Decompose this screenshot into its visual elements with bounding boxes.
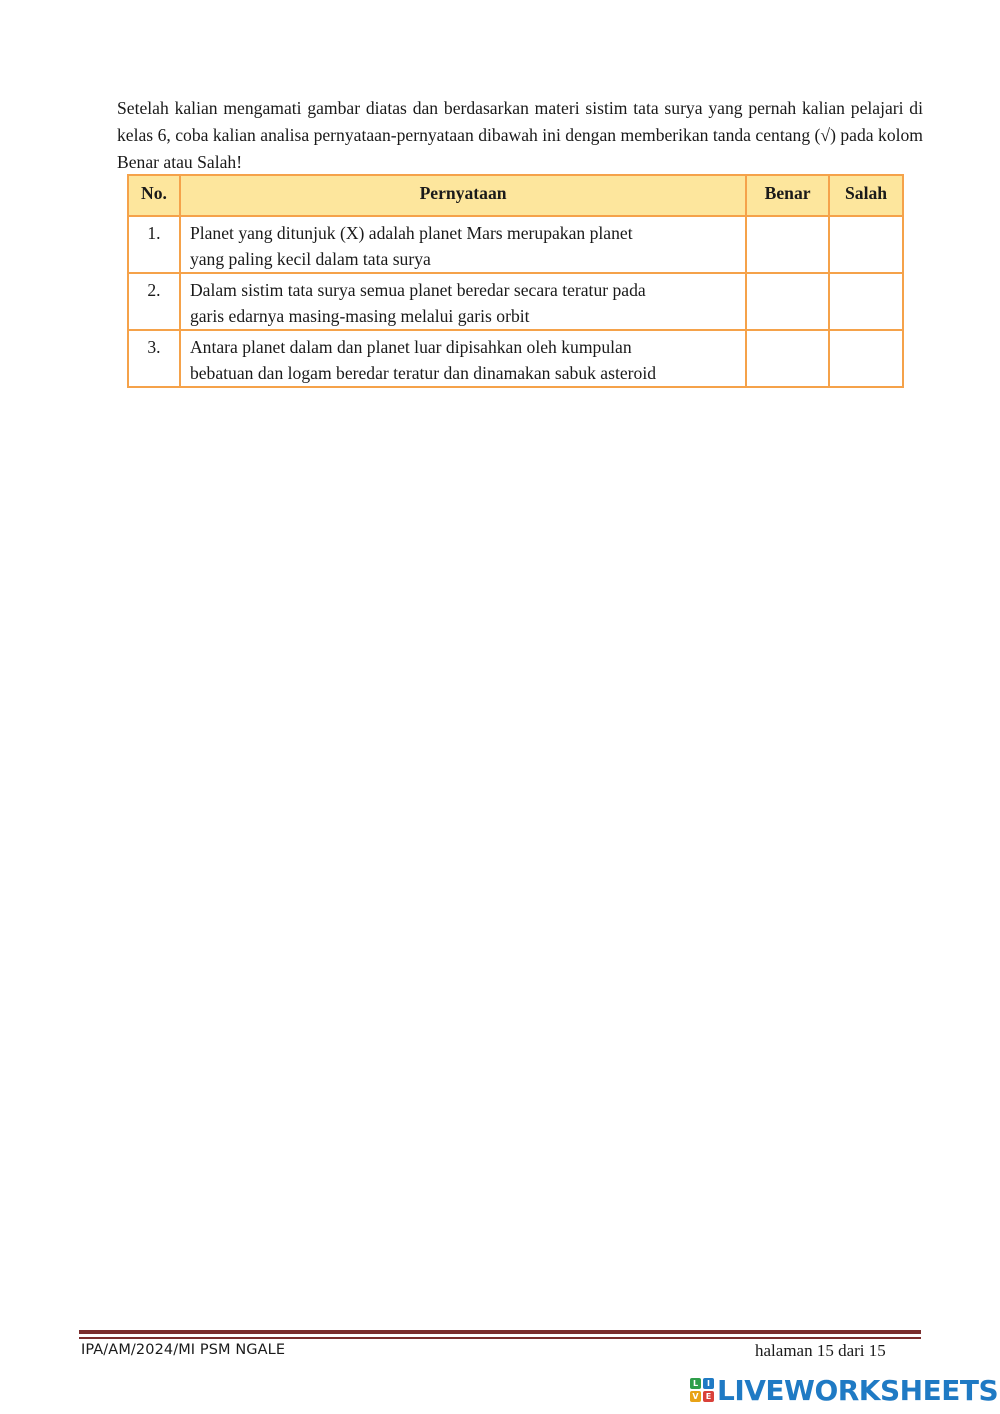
statement-line: Antara planet dalam dan planet luar dipisahkan oleh kumpulan — [189, 337, 632, 357]
table-row — [128, 330, 903, 387]
logo-tile: V — [690, 1391, 701, 1402]
row-number: 3. — [128, 330, 180, 387]
footer-document-code: IPA/AM/2024/MI PSM NGALE — [81, 1342, 286, 1358]
statement-text — [180, 216, 746, 273]
benar-checkbox-cell[interactable] — [746, 216, 829, 273]
table-header-row — [128, 175, 903, 216]
statement-table — [127, 174, 904, 388]
header-statement: Pernyataan — [180, 175, 746, 216]
statement-line: garis edarnya masing-masing melalui garis orbit — [189, 306, 530, 326]
salah-checkbox-cell[interactable] — [829, 273, 903, 330]
instruction-paragraph: Setelah kalian mengamati gambar diatas dan berdasarkan materi sistim tata surya yang pernah kalian pelajari di kelas 6, coba kalian analisa pernyataan-pernyataan dibawah ini dengan memberikan tanda centang (√) pada kolom Benar atau Salah! — [117, 98, 923, 172]
footer-divider-thin — [79, 1337, 921, 1339]
benar-checkbox-cell[interactable] — [746, 330, 829, 387]
statement-line: yang paling kecil dalam tata surya — [189, 249, 431, 269]
statement-line: Dalam sistim tata surya semua planet beredar secara teratur pada — [189, 280, 646, 300]
salah-checkbox-cell[interactable] — [829, 216, 903, 273]
liveworksheets-icon — [690, 1378, 714, 1402]
logo-tile: I — [703, 1378, 714, 1389]
liveworksheets-logo — [690, 1374, 998, 1406]
statement-line: bebatuan dan logam beredar teratur dan dinamakan sabuk asteroid — [189, 363, 656, 383]
statement-text — [180, 330, 746, 387]
statement-line: Planet yang ditunjuk (X) adalah planet Mars merupakan planet — [189, 223, 633, 243]
liveworksheets-wordmark: LIVEWORKSHEETS — [717, 1373, 999, 1407]
salah-checkbox-cell[interactable] — [829, 330, 903, 387]
header-no: No. — [128, 175, 180, 216]
row-number: 2. — [128, 273, 180, 330]
statement-text — [180, 273, 746, 330]
benar-checkbox-cell[interactable] — [746, 273, 829, 330]
row-number: 1. — [128, 216, 180, 273]
table-row — [128, 216, 903, 273]
footer-page-number: halaman 15 dari 15 — [755, 1341, 886, 1360]
logo-tile: L — [690, 1378, 701, 1389]
footer-divider-thick — [79, 1330, 921, 1334]
header-benar: Benar — [746, 175, 829, 216]
logo-tile: E — [703, 1391, 714, 1402]
table-row — [128, 273, 903, 330]
header-salah: Salah — [829, 175, 903, 216]
